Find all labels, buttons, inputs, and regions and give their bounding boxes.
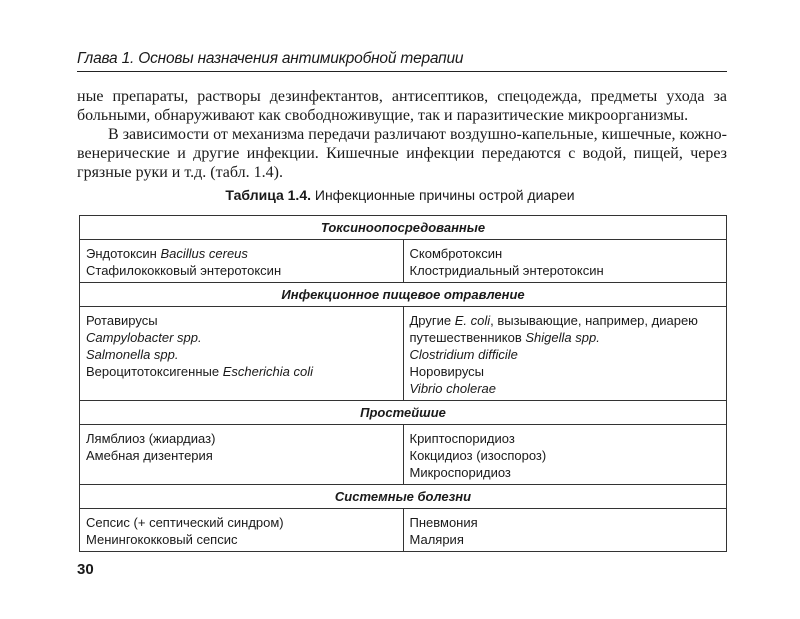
cell-line: Менингококковый сепсис bbox=[86, 532, 238, 547]
cell-line: Salmonella spp. bbox=[86, 347, 179, 362]
table-caption-text: Инфекционные причины острой диареи bbox=[314, 187, 575, 203]
cell-line: Вероцитотоксигенные Escherichia coli bbox=[86, 364, 314, 379]
right-cell bbox=[403, 425, 727, 485]
table-caption bbox=[0, 187, 800, 203]
left-cell bbox=[80, 509, 404, 552]
right-cell bbox=[403, 307, 727, 401]
cell-line: Клостридиальный энтеротоксин bbox=[409, 263, 604, 278]
cell-line: Норовирусы bbox=[409, 364, 485, 379]
paragraph: ные препараты, растворы дезинфектантов, антисептиков, спецодежда, предметы ухода за больными, обнаруживают как свободноживущие, так и паразитические микроорганизмы. bbox=[77, 88, 727, 124]
right-cell bbox=[403, 509, 727, 552]
table-caption-label: Таблица 1.4. bbox=[225, 187, 311, 203]
cell-line: Микроспоридиоз bbox=[409, 465, 511, 480]
section-header-row bbox=[80, 401, 727, 425]
body-text bbox=[77, 87, 727, 182]
cell-line: Лямблиоз (жиардиаз) bbox=[86, 431, 216, 446]
cell-line: Кокцидиоз (изоспороз) bbox=[409, 448, 547, 463]
table-row bbox=[80, 307, 727, 401]
cell-line: Ротавирусы bbox=[86, 313, 158, 328]
cell-line: Vibrio cholerae bbox=[409, 381, 496, 396]
left-cell bbox=[80, 425, 404, 485]
cell-line: Малярия bbox=[409, 532, 464, 547]
cell-line: Эндотоксин Bacillus cereus bbox=[86, 246, 248, 261]
left-cell bbox=[80, 307, 404, 401]
table-row bbox=[80, 240, 727, 283]
section-header-row bbox=[80, 283, 727, 307]
left-cell bbox=[80, 240, 404, 283]
section-title: Простейшие bbox=[80, 401, 727, 425]
cell-line: Амебная дизентерия bbox=[86, 448, 213, 463]
cell-line: Криптоспоридиоз bbox=[409, 431, 515, 446]
right-cell bbox=[403, 240, 727, 283]
cell-line: Сепсис (+ септический синдром) bbox=[86, 515, 284, 530]
cell-line: Другие E. coli, вызывающие, например, диарею bbox=[409, 313, 698, 328]
section-title: Инфекционное пищевое отравление bbox=[80, 283, 727, 307]
cell-line: Стафилококковый энтеротоксин bbox=[86, 263, 282, 278]
cell-line: путешественников Shigella spp. bbox=[409, 330, 600, 345]
page-number: 30 bbox=[77, 561, 94, 578]
table-row bbox=[80, 509, 727, 552]
cell-line: Скомбротоксин bbox=[409, 246, 503, 261]
section-title: Системные болезни bbox=[80, 485, 727, 509]
section-header-row bbox=[80, 485, 727, 509]
cell-line: Clostridium difficile bbox=[409, 347, 518, 362]
running-head: Глава 1. Основы назначения антимикробной терапии bbox=[77, 50, 727, 72]
cell-line: Пневмония bbox=[409, 515, 478, 530]
diarrhea-causes-table bbox=[79, 215, 727, 552]
table-row bbox=[80, 425, 727, 485]
cell-line: Campylobacter spp. bbox=[86, 330, 202, 345]
paragraph: В зависимости от механизма передачи различают воздушно-капельные, кишечные, кожно-венерические и другие инфекции. Кишечные инфекции передаются с водой, пищей, через грязные руки и т.д. (табл. 1.4). bbox=[77, 126, 727, 181]
section-title: Токсиноопосредованные bbox=[80, 216, 727, 240]
section-header-row bbox=[80, 216, 727, 240]
